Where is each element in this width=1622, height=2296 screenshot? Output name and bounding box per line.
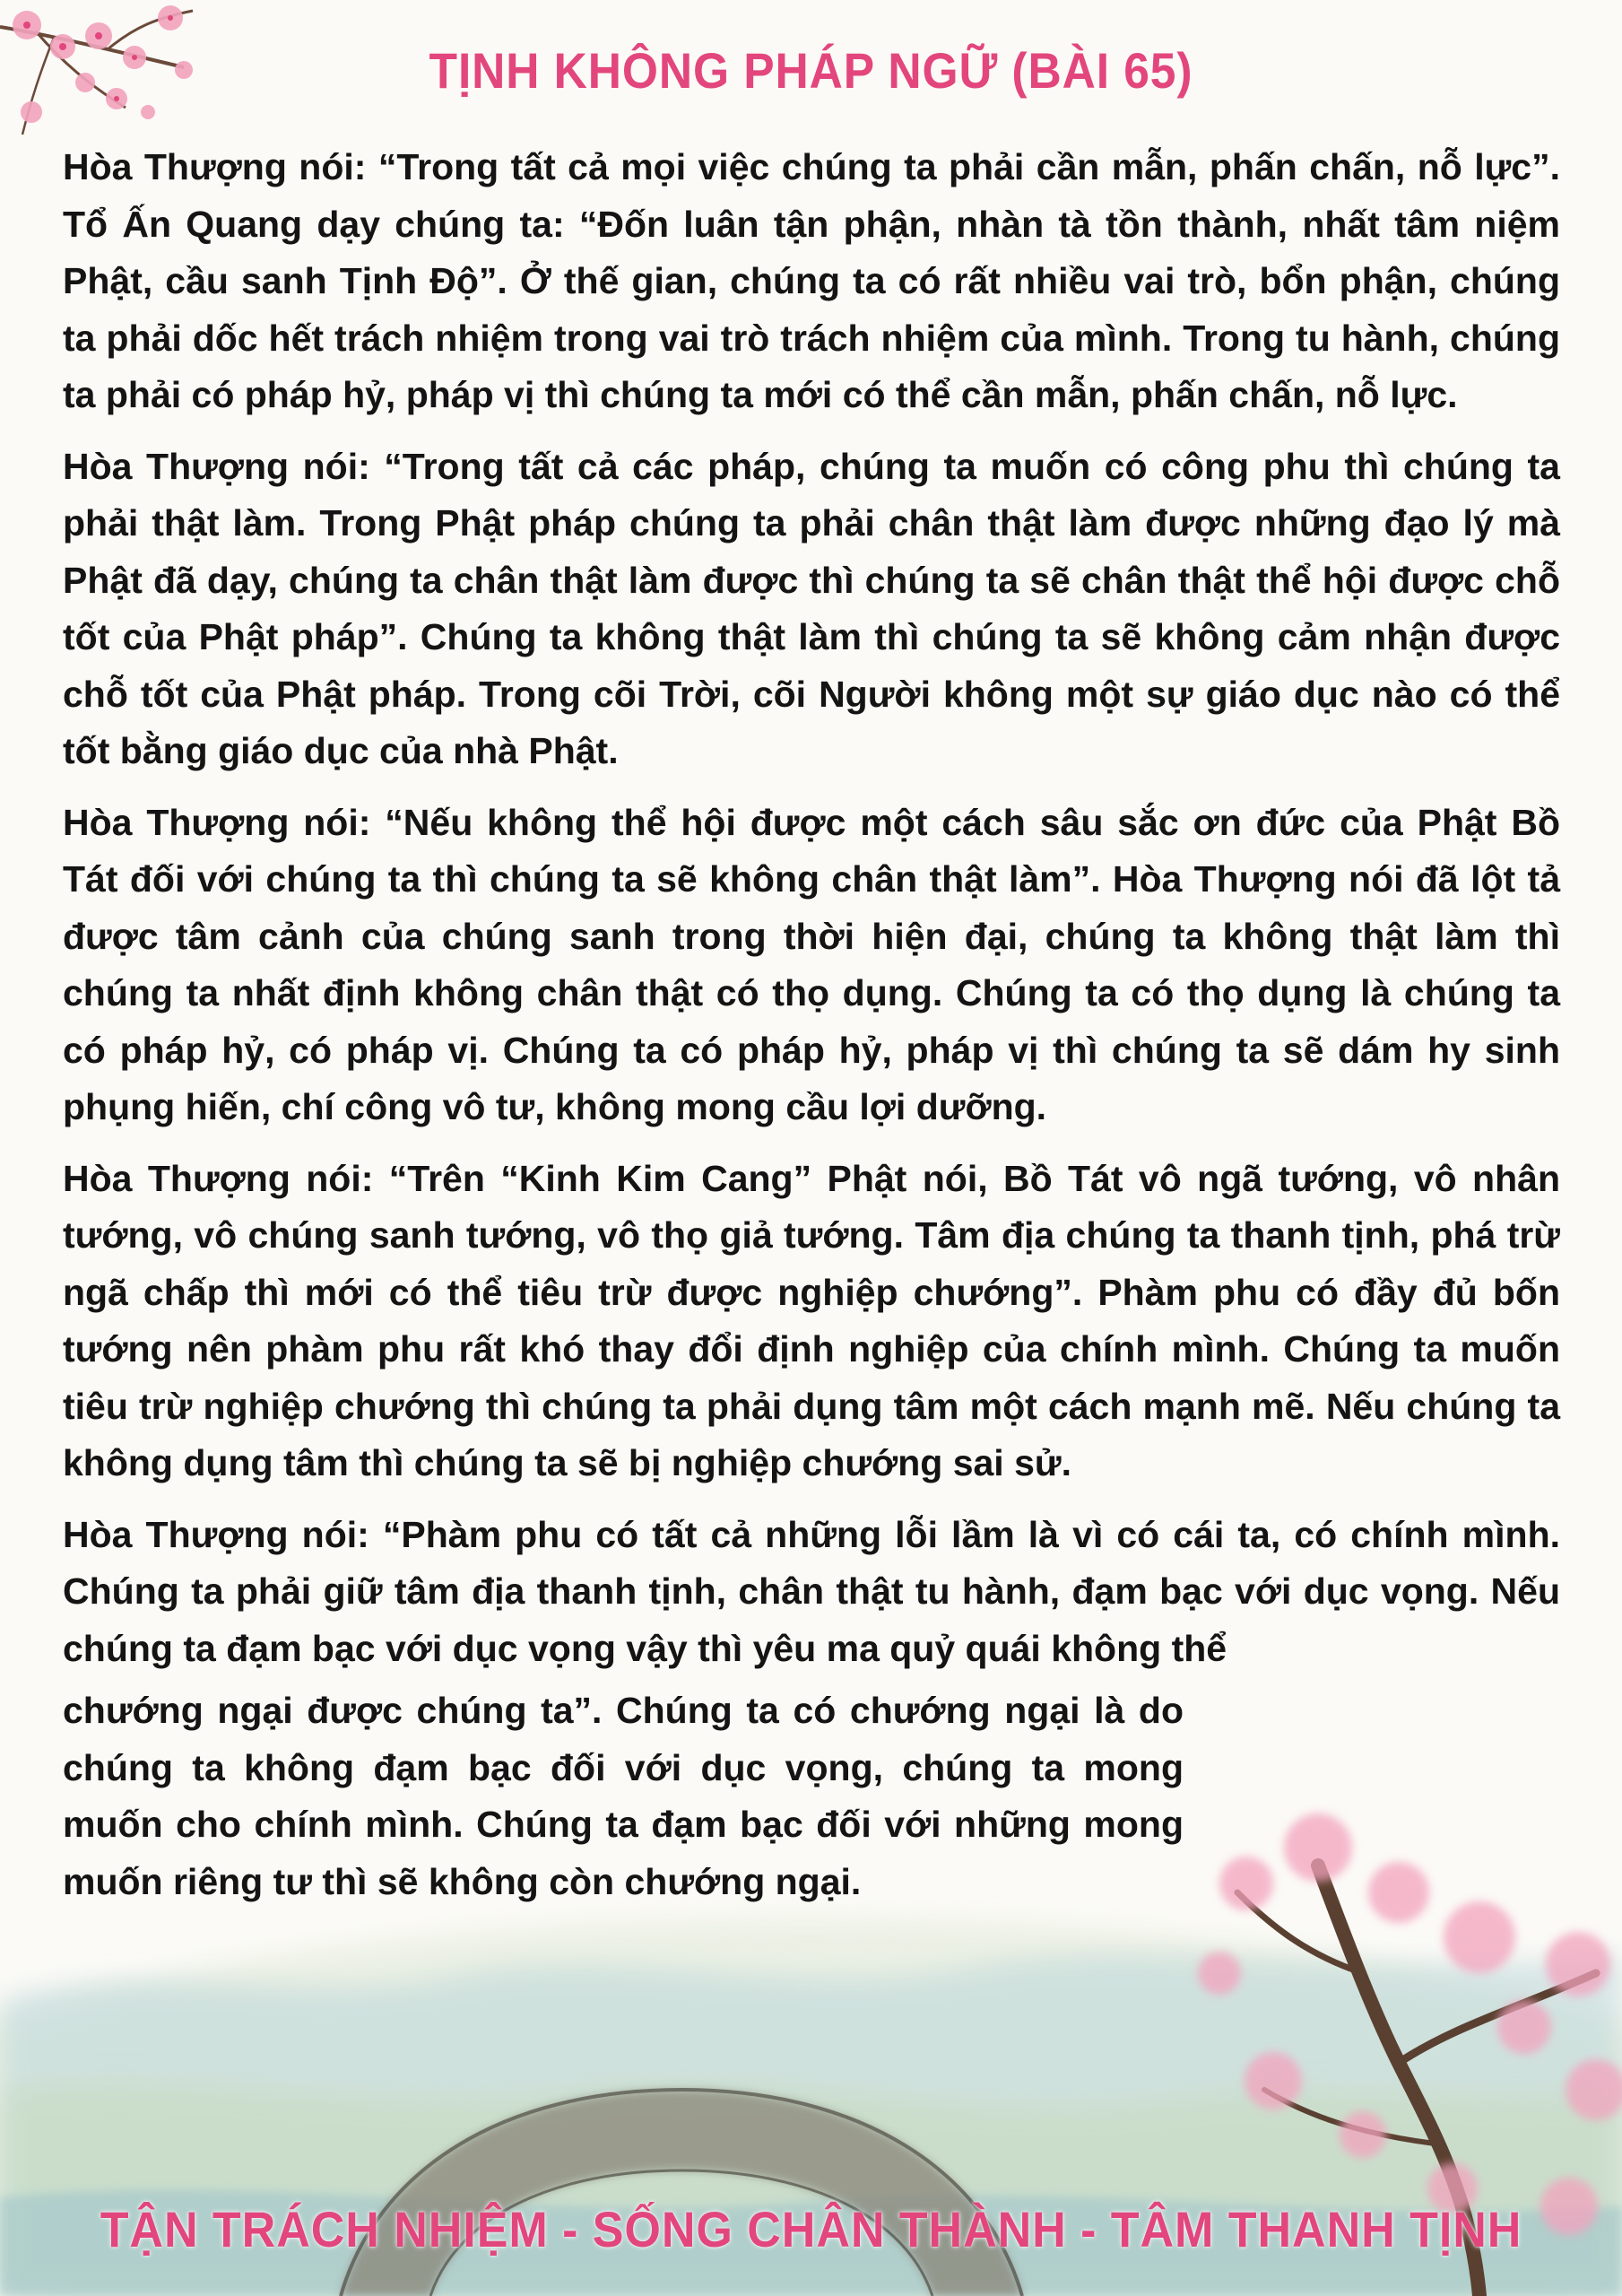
document-body bbox=[63, 139, 1560, 1910]
paragraph-last bbox=[63, 1507, 1560, 1911]
document-title: TỊNH KHÔNG PHÁP NGỮ (BÀI 65) bbox=[429, 42, 1193, 99]
paragraph-last-part1: Hòa Thượng nói: “Phàm phu có tất cả những lỗi lầm là vì có cái ta, có chính mình. Chúng ta phải giữ tâm địa thanh tịnh, chân thật tu hành, đạm bạc với dục vọng. Nếu chúng ta đạm bạc với dục vọng vậy thì yêu ma quỷ quái không thể bbox=[63, 1513, 1560, 1669]
paragraph: Hòa Thượng nói: “Trong tất cả các pháp, chúng ta muốn có công phu thì chúng ta phải thật làm. Trong Phật pháp chúng ta phải chân thật làm được những đạo lý mà Phật đã dạy, chúng ta chân thật làm được thì chúng ta sẽ chân thật thể hội được chỗ tốt của Phật pháp”. Chúng ta không thật làm thì chúng ta sẽ không cảm nhận được chỗ tốt của Phật pháp. Trong cõi Trời, cõi Người không một sự giáo dục nào có thể tốt bằng giáo dục của nhà Phật. bbox=[63, 445, 1560, 771]
footer-slogan: TẬN TRÁCH NHIỆM - SỐNG CHÂN THÀNH - TÂM THANH TỊNH bbox=[100, 2201, 1522, 2257]
paragraph: Hòa Thượng nói: “Trên “Kinh Kim Cang” Phật nói, Bồ Tát vô ngã tướng, vô nhân tướng, vô chúng sanh tướng, vô thọ giả tướng. Tâm địa chúng ta thanh tịnh, phá trừ ngã chấp thì mới có thể tiêu trừ được nghiệp chướng”. Phàm phu có đầy đủ bốn tướng nên phàm phu rất khó thay đổi định nghiệp của chính mình. Chúng ta muốn tiêu trừ nghiệp chướng thì chúng ta phải dụng tâm một cách mạnh mẽ. Nếu chúng ta không dụng tâm thì chúng ta sẽ bị nghiệp chướng sai sử. bbox=[63, 1157, 1560, 1483]
paragraph: Hòa Thượng nói: “Trong tất cả mọi việc chúng ta phải cần mẫn, phấn chấn, nỗ lực”. Tổ Ấn Quang dạy chúng ta: “Đốn luân tận phận, nhàn tà tồn thành, nhất tâm niệm Phật, cầu sanh Tịnh Độ”. Ở thế gian, chúng ta có rất nhiều vai trò, bổn phận, chúng ta phải dốc hết trách nhiệm trong vai trò trách nhiệm của mình. Trong tu hành, chúng ta phải có pháp hỷ, pháp vị thì chúng ta mới có thể cần mẫn, phấn chấn, nỗ lực. bbox=[63, 146, 1560, 415]
paragraph: Hòa Thượng nói: “Nếu không thể hội được một cách sâu sắc ơn đức của Phật Bồ Tát đối với chúng ta thì chúng ta sẽ không chân thật làm”. Hòa Thượng nói đã lột tả được tâm cảnh của chúng sanh trong thời hiện đại, chúng ta không thật làm thì chúng ta nhất định không chân thật có thọ dụng. Chúng ta có thọ dụng là chúng ta có pháp hỷ, có pháp vị. Chúng ta có pháp hỷ, pháp vị thì chúng ta sẽ dám hy sinh phụng hiến, chí công vô tư, không mong cầu lợi dưỡng. bbox=[63, 801, 1560, 1127]
paragraph-last-part2: chướng ngại được chúng ta”. Chúng ta có chướng ngại là do chúng ta không đạm bạc đối với dục vọng, chúng ta mong muốn cho chính mình. Chúng ta đạm bạc đối với những mong muốn riêng tư thì sẽ không còn chướng ngại. bbox=[63, 1690, 1184, 1902]
